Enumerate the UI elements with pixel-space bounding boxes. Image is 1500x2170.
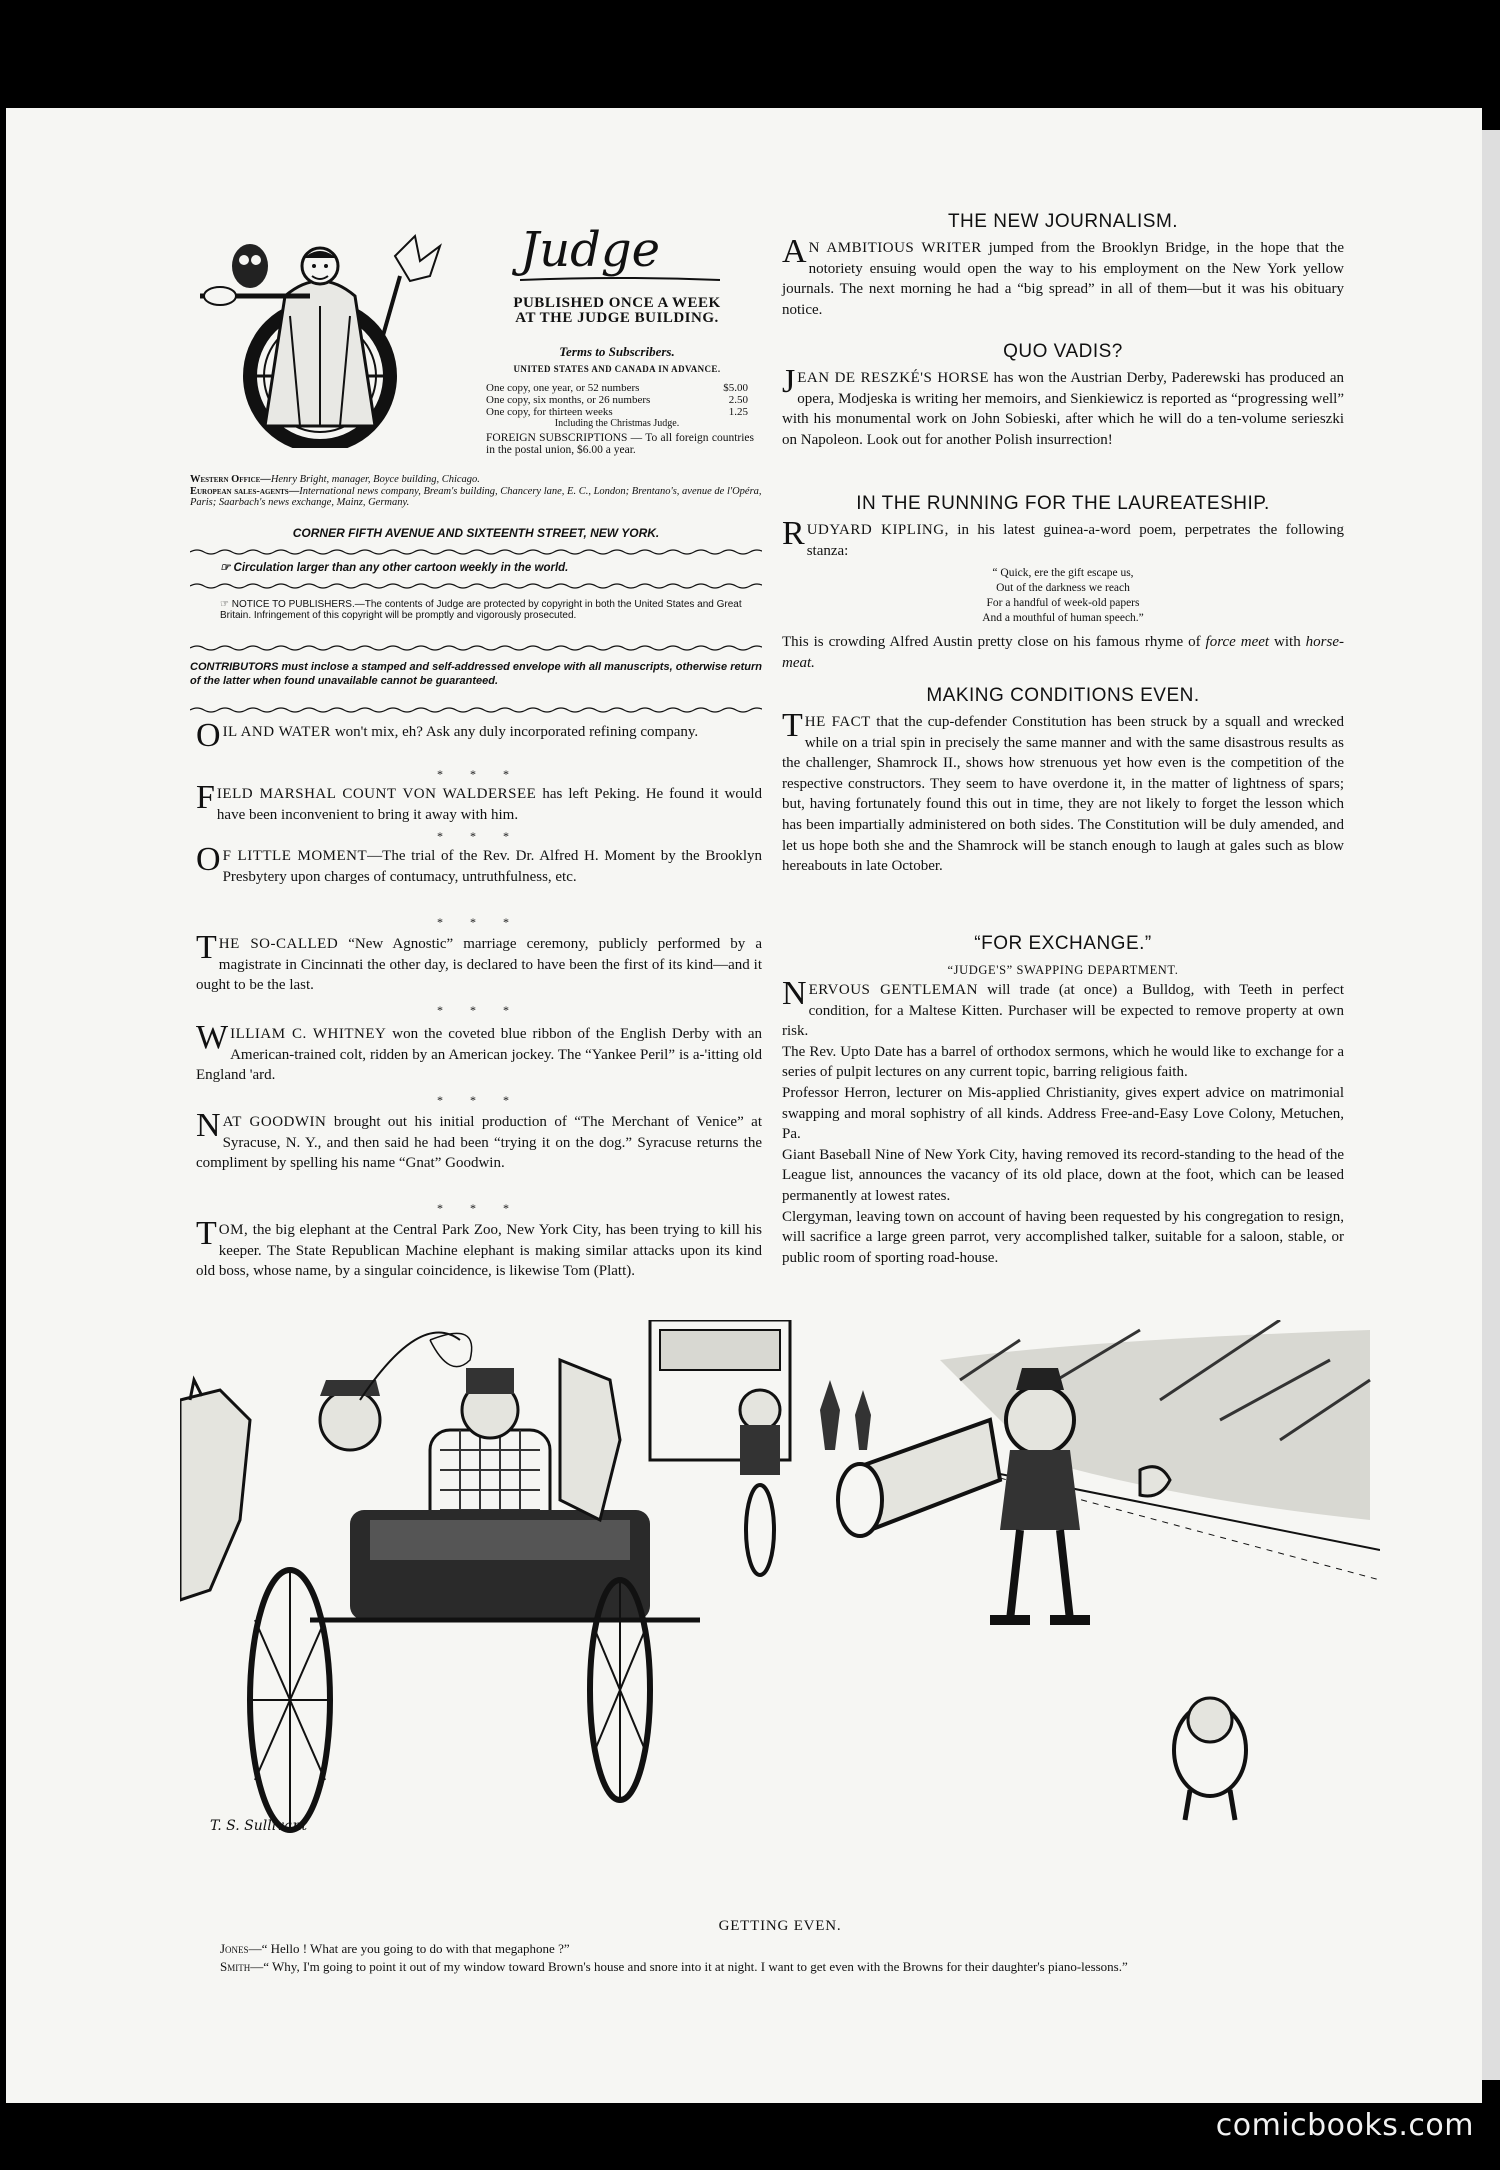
lead-in: HE FACT: [804, 714, 871, 730]
christmas-note-text: Including the Christmas Judge.: [554, 418, 680, 429]
watermark: comicbooks.com: [1215, 2108, 1474, 2143]
circulation-notice: [220, 560, 762, 574]
right-column: [782, 212, 1344, 1322]
subheading-exchange: “JUDGE'S” SWAPPING DEPARTMENT.: [947, 963, 1179, 977]
price-label: One copy, for thirteen weeks: [486, 406, 613, 418]
price-value: 2.50: [728, 394, 748, 406]
publication-frequency: [476, 296, 758, 326]
contributors-notice: CONTRIBUTORS must inclose a stamped and self-addressed envelope with all manuscripts, otherwise return of the latter when found unavailable cannot be guaranteed.: [190, 661, 762, 687]
pointing-hand-icon: ☞: [220, 562, 234, 574]
wavy-rule: [190, 548, 762, 556]
judge-emblem-illustration: [190, 226, 462, 448]
paragraph-text: the big elephant at the Central Park Zoo, New York City, has been trying to kill his keeper. The State Republican Machine elephant is making similar attacks upon its kind old boss, whose name, by a singular coincidence, is likewise Tom (Platt).: [196, 1222, 762, 1280]
paragraph-text: “New Agnostic” marriage ceremony, publicly performed by a magistrate in Cincinnati the other day, is declared to have been the first of its kind—and it ought to be the last.: [196, 936, 762, 994]
drop-cap: J: [782, 363, 796, 400]
published-line-2: AT THE JUDGE BUILDING.: [515, 310, 719, 326]
stanza-line: For a handful of week-old papers: [986, 597, 1140, 609]
price-row: [486, 394, 748, 406]
paragraph-text: with: [1269, 634, 1306, 650]
judge-logo: Judge: [520, 222, 661, 278]
drop-cap: T: [196, 1215, 217, 1252]
paragraph-text: This is crowding Alfred Austin pretty close on his famous rhyme of: [782, 634, 1206, 650]
terms-title: Terms to Subscribers.: [559, 344, 675, 359]
paragraph-text: brought out his initial production of “The Merchant of Venice” at Syracuse, N. Y., and then said he had been “trying it on the dog.” Syracuse returns the compliment by spelling his name “Gnat” Goodwin.: [196, 1114, 762, 1172]
separator-stars: * * *: [437, 767, 521, 781]
drop-cap: F: [196, 779, 215, 816]
paragraph-little-moment: [196, 841, 762, 887]
paragraph-new-agnostic: [196, 929, 762, 996]
separator-stars: * * *: [437, 915, 521, 929]
paragraph-text: won the coveted blue ribbon of the English Derby with an American-trained colt, ridden by an American jockey. The “Yankee Peril” is a-'itting old England 'ard.: [196, 1026, 762, 1084]
smith-line: —“ Why, I'm going to point it out of my window toward Brown's house and snore into it at night. I want to get even with the Browns for their daughter's piano-lessons.”: [250, 1959, 1128, 1974]
jones-line: —“ Hello ! What are you going to do with that megaphone ?”: [248, 1941, 570, 1956]
paragraph-text: in his latest guinea-a-word poem, perpetrates the following stanza:: [806, 522, 1345, 559]
paragraph-austin: [782, 632, 1344, 673]
published-line-1: PUBLISHED ONCE A WEEK: [513, 295, 721, 311]
heading-new-journalism: THE NEW JOURNALISM.: [947, 211, 1179, 232]
publishers-notice: [220, 600, 762, 621]
price-value: 1.25: [728, 406, 748, 418]
drop-cap: T: [196, 929, 217, 966]
paragraph-tom-elephant: [196, 1215, 762, 1282]
speaker-jones: Jones: [220, 1941, 249, 1956]
exchange-item: Professor Herron, lecturer on Mis-applied Christianity, gives expert advice on matrimonial swapping and moral sophistry of all kinds. Address Free-and-Easy Love Colony, Metuchen, Pa.: [782, 1084, 1344, 1143]
paragraph-quo-vadis: [782, 363, 1344, 450]
exchange-lead: [782, 975, 1345, 1042]
logo-underline: [520, 274, 720, 284]
christmas-note: [486, 418, 748, 429]
drop-cap: T: [782, 707, 803, 744]
paragraph-text: won't mix, eh? Ask any duly incorporated refining company.: [331, 724, 699, 740]
stanza-line: Out of the darkness we reach: [996, 582, 1130, 594]
notice-text: NOTICE TO PUBLISHERS.—The contents of Judge are protected by copyright in both the United States and Great Britain. Infringement of this copyright will be promptly and vigorously prosecuted.: [220, 599, 742, 621]
kipling-stanza: [782, 566, 1344, 626]
drop-cap: O: [196, 717, 221, 754]
lead-in: HE SO-CALLED: [218, 936, 339, 952]
separator-stars: * * *: [437, 829, 521, 843]
getting-even-cartoon: [180, 1320, 1380, 1890]
heading-quo-vadis: QUO VADIS?: [1003, 341, 1123, 362]
lead-in: F LITTLE MOMENT: [222, 848, 368, 864]
cartoon-dialog-jones: [220, 1940, 1370, 1957]
drop-cap: W: [196, 1019, 229, 1056]
paragraph-oil-and-water: [196, 717, 762, 754]
paragraph-text: will trade (at once) a Bulldog, with Teeth in perfect condition, for a Maltese Kitten. Purchaser will be expected to remove property at own risk.: [782, 982, 1345, 1040]
heading-exchange: “FOR EXCHANGE.”: [974, 933, 1152, 954]
separator-stars: * * *: [437, 1093, 521, 1107]
western-office: Henry Bright, manager, Boyce building, Chicago.: [270, 474, 480, 485]
paragraph-text: —The trial of the Rev. Dr. Alfred H. Moment by the Brooklyn Presbytery upon charges of contumacy, untruthfulness, etc.: [222, 848, 762, 885]
wavy-rule: [190, 706, 762, 714]
italic-phrase: force meet: [1205, 634, 1270, 650]
drop-cap: A: [782, 233, 807, 270]
price-value: $5.00: [723, 382, 748, 394]
heading-laureateship: IN THE RUNNING FOR THE LAUREATESHIP.: [856, 493, 1270, 514]
paragraph-waldersee: [196, 779, 762, 825]
italic-phrase: horse-meat.: [782, 634, 1344, 671]
terms-subtitle: UNITED STATES AND CANADA IN ADVANCE.: [513, 364, 721, 374]
separator-stars: * * *: [437, 1003, 521, 1017]
masthead: [190, 222, 762, 687]
paragraph-text: has won the Austrian Derby, Paderewski has produced an opera, Modjeska is writing her memoirs, and Sienkiewicz is reported as “progressing well” with his monumental work on John Sobieski, after which he will do a ten-volume serieszki on Napoleon. Look out for another Polish insurrection!: [782, 370, 1344, 448]
lead-in: OM,: [218, 1222, 249, 1238]
paragraph-exchange: [782, 975, 1345, 1268]
separator-stars: * * *: [437, 1201, 521, 1215]
european-agents: International news company, Bream's building, Chancery lane, E. C., London; Brentano's, avenue de l'Opéra, Paris; Saarbach's news exchange, Mainz, Germany.: [190, 485, 762, 508]
paragraph-text: has left Peking. He found it would have been inconvenient to bring it away with him.: [216, 786, 762, 823]
lead-in: ILLIAM C. WHITNEY: [230, 1026, 387, 1042]
wavy-rule: [190, 582, 762, 590]
drop-cap: N: [196, 1107, 221, 1144]
speaker-smith: Smith: [220, 1959, 251, 1974]
paragraph-whitney: [196, 1019, 762, 1086]
drop-cap: N: [782, 975, 807, 1012]
price-row: [486, 406, 748, 418]
lead-in: EAN DE RESZKÉ'S HORSE: [797, 370, 989, 386]
stanza-line: “ Quick, ere the gift escape us,: [992, 567, 1134, 579]
paragraph-conditions: [782, 707, 1344, 877]
lead-in: UDYARD KIPLING,: [806, 522, 949, 538]
pointing-hand-icon: ☞: [220, 599, 232, 610]
lead-in: IELD MARSHAL COUNT VON WALDERSEE: [216, 786, 537, 802]
heading-conditions: MAKING CONDITIONS EVEN.: [926, 685, 1200, 706]
artist-signature: T. S. Sullivant: [210, 1818, 308, 1834]
paragraph-text: that the cup-defender Constitution has been struck by a squall and wrecked while on a trial spin in precisely the same manner and with the same disastrous results as the challenger, Shamrock II., shows how strenuous yet how even is the competition of the respective constructors. They seem to have overdone it, in the matter of lightness of spars; but, having fortunately found this out in time, they are not likely to forget the lesson which has been impartially administered on both sides. The Constitution will be duly amended, and let us hope both she and the Shamrock will be stanch enough to laugh at gales such as blow hereabouts in late October.: [782, 714, 1344, 875]
cartoon-dialog-smith: [220, 1958, 1370, 1975]
paragraph-text: jumped from the Brooklyn Bridge, in the hope that the notoriety ensuing would open the way to his employment on the New York yellow journals. The next morning he had a “big spread” in all of them—but it was his obituary notice.: [782, 240, 1345, 318]
european-agents-label: European sales-agents—: [190, 485, 300, 497]
paragraph-goodwin: [196, 1107, 762, 1174]
lead-in: AT GOODWIN: [222, 1114, 327, 1130]
stanza-line: And a mouthful of human speech.”: [982, 612, 1144, 624]
office-info: [190, 474, 762, 509]
lead-in: N AMBITIOUS WRITER: [808, 240, 982, 256]
paragraph-new-journalism: [782, 233, 1345, 320]
left-column: [196, 717, 762, 1322]
price-row: [486, 382, 748, 394]
exchange-item: Clergyman, leaving town on account of having been requested by his congregation to resign, will sacrifice a large green parrot, very accomplished talker, suitable for a saloon, stable, or public room of sporting road-house.: [782, 1208, 1344, 1266]
cartoon-title: GETTING EVEN.: [718, 1918, 842, 1934]
lead-in: IL AND WATER: [222, 724, 332, 740]
exchange-item: The Rev. Upto Date has a barrel of orthodox sermons, which he would like to exchange for a series of pulpit lectures on any current topic, barring religious faith.: [782, 1043, 1344, 1081]
address-line: CORNER FIFTH AVENUE AND SIXTEENTH STREET, NEW YORK.: [292, 526, 660, 540]
circulation-text: Circulation larger than any other cartoon weekly in the world.: [233, 562, 569, 574]
wavy-rule: [190, 644, 762, 652]
foreign-subscriptions: FOREIGN SUBSCRIPTIONS — To all foreign countries in the postal union, $6.00 a year.: [486, 432, 754, 456]
price-label: One copy, one year, or 52 numbers: [486, 382, 640, 394]
western-office-label: Western Office—: [190, 474, 271, 485]
exchange-item: Giant Baseball Nine of New York City, having removed its record-standing to the head of the League list, announces the vacancy of its old place, down at the foot, which can be leased permanently at lowest rates.: [782, 1146, 1344, 1204]
drop-cap: O: [196, 841, 221, 878]
drop-cap: R: [782, 515, 805, 552]
lead-in: ERVOUS GENTLEMAN: [808, 982, 978, 998]
paragraph-kipling: [782, 515, 1345, 561]
price-label: One copy, six months, or 26 numbers: [486, 394, 651, 406]
